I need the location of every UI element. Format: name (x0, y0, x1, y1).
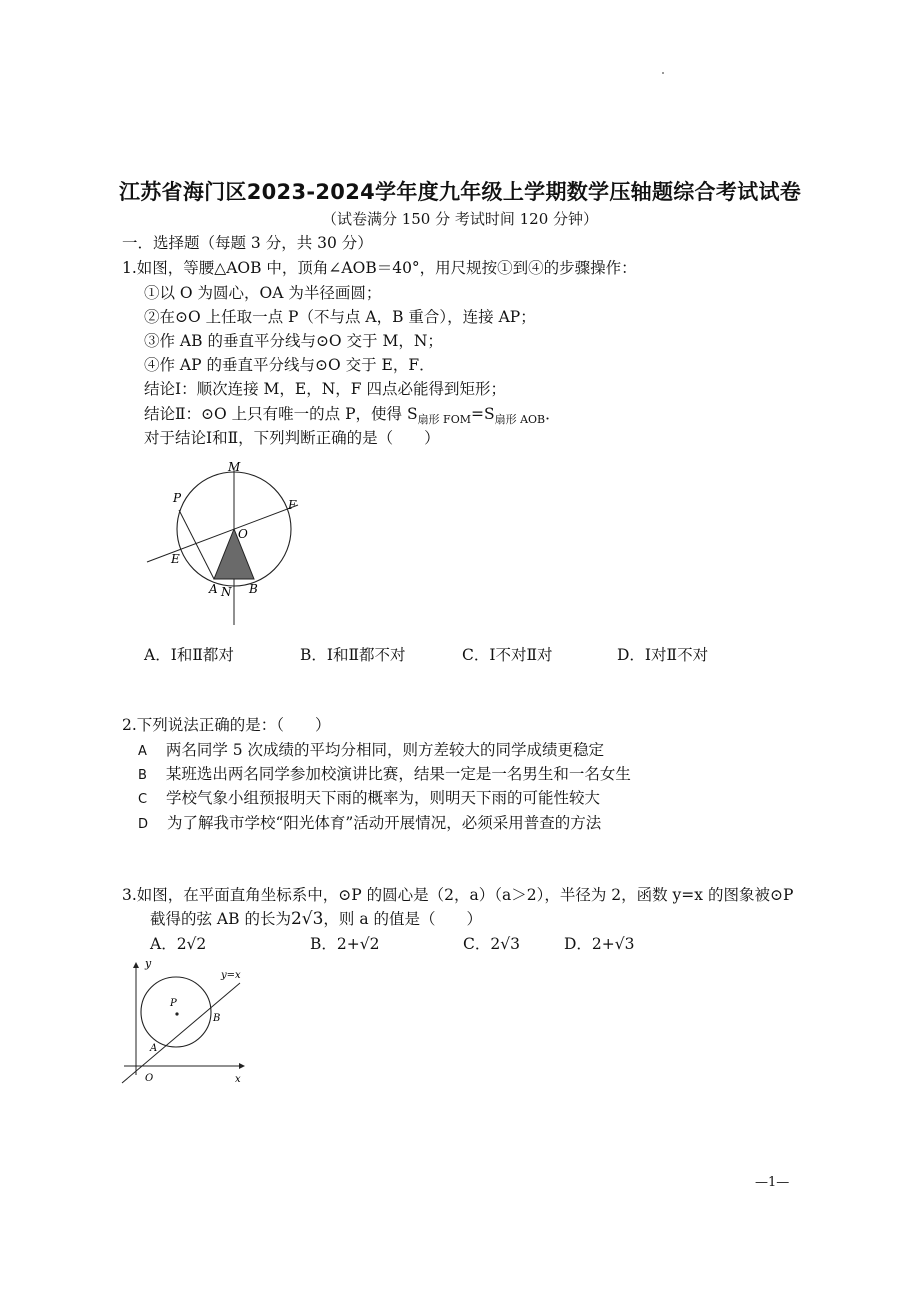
q1-conclusion-2-pre: 结论Ⅱ：⊙O 上只有唯一的点 P，使得 S (144, 405, 418, 423)
q1-step-4: ④作 AP 的垂直平分线与⊙O 交于 E，F． (144, 356, 435, 374)
triangle-aob (214, 529, 254, 579)
q3-stem-line-2 (150, 908, 482, 930)
label-o: O (238, 527, 248, 541)
q2-option-a[interactable] (138, 739, 604, 763)
label-f: F (288, 498, 297, 512)
chord-ap (179, 510, 214, 579)
q1-option-a[interactable]: A．Ⅰ和Ⅱ都对 (144, 646, 234, 664)
q2-option-d-text: 为了解我市学校“阳光体育”活动开展情况，必须采用普查的方法 (166, 814, 602, 832)
label-b: B (249, 582, 258, 596)
label-a: A (150, 1043, 158, 1054)
label-y-equals-x: y=x (221, 970, 241, 981)
q1-option-d[interactable]: D．Ⅰ对Ⅱ不对 (617, 646, 709, 664)
q1-step-3: ③作 AB 的垂直平分线与⊙O 交于 M，N； (144, 332, 443, 350)
q3-figure (118, 955, 258, 1090)
label-p: P (170, 998, 177, 1009)
label-n: N (221, 585, 232, 599)
page-title: 江苏省海门区2023-2024学年度九年级上学期数学压轴题综合考试试卷 (118, 180, 802, 204)
q3-option-b[interactable]: B．2+√2 (310, 935, 380, 953)
section-heading: 一．选择题（每题 3 分，共 30 分） (122, 234, 373, 252)
q1-conclusion-2-mid: =S (470, 405, 495, 423)
q3-option-a[interactable]: A．2√2 (150, 935, 207, 953)
q1-conclusion-2-end: ． (545, 405, 561, 423)
q2-option-d[interactable] (138, 812, 601, 836)
q2-option-b-text: 某班选出两名同学参加校演讲比赛，结果一定是一名男生和一名女生 (165, 765, 631, 783)
q1-conclusion-2-sub2: 扇形 AOB (494, 413, 546, 427)
page-number: —1— (755, 1175, 790, 1190)
q2-option-b[interactable] (138, 763, 631, 787)
q1-conclusion-2-sub1: 扇形 FOM (417, 413, 471, 427)
circle-p (141, 977, 211, 1047)
q2-stem: 2.下列说法正确的是：（ ） (122, 716, 331, 734)
q3-stem-post: ，则 a 的值是（ ） (323, 910, 483, 928)
q3-option-c[interactable]: C．2√3 (463, 935, 520, 953)
q1-step-1: ①以 O 为圆心，OA 为半径画圆； (144, 284, 382, 302)
q2-option-a-text: 两名同学 5 次成绩的平均分相同，则方差较大的同学成绩更稳定 (165, 741, 605, 759)
q2-option-a-letter: A (138, 744, 147, 759)
q1-step-2: ②在⊙O 上任取一点 P（不与点 A，B 重合），连接 AP； (144, 308, 536, 326)
label-p: P (173, 491, 182, 505)
q1-conclusion-1: 结论Ⅰ：顺次连接 M，E，N，F 四点必能得到矩形； (144, 380, 506, 398)
label-x: x (235, 1074, 241, 1085)
q3-option-d[interactable]: D．2+√3 (564, 935, 635, 953)
label-b: B (213, 1013, 221, 1024)
q1-stem: 1.如图，等腰△AOB 中，顶角∠AOB＝40°，用尺规按①到④的步骤操作： (122, 259, 637, 277)
center-p (175, 1012, 178, 1015)
q2-option-b-letter: B (138, 768, 147, 783)
q2-option-c-letter: C (138, 792, 148, 807)
q3-stem-math: 2√3 (290, 909, 324, 929)
line-ef (147, 505, 298, 562)
label-e: E (171, 552, 180, 566)
q1-option-b[interactable]: B．Ⅰ和Ⅱ都不对 (300, 646, 406, 664)
q3-stem-pre: 截得的弦 AB 的长为 (150, 910, 291, 928)
q1-figure (140, 455, 320, 630)
line-y-equals-x (122, 983, 240, 1083)
q2-option-c-text: 学校气象小组预报明天下雨的概率为，则明天下雨的可能性较大 (166, 789, 601, 807)
q2-option-d-letter: D (138, 817, 149, 832)
q3-stem-line-1: 3.如图，在平面直角坐标系中，⊙P 的圆心是（2，a）（a＞2），半径为 2，函数 y=x 的图象被⊙P (122, 886, 794, 904)
q1-ask: 对于结论Ⅰ和Ⅱ，下列判断正确的是（ ） (144, 429, 440, 447)
q1-option-c[interactable]: C．Ⅰ不对Ⅱ对 (462, 646, 553, 664)
label-y: y (145, 957, 152, 970)
stray-dot (662, 72, 664, 74)
q2-option-c[interactable] (138, 787, 600, 811)
label-a: A (209, 582, 218, 596)
page-subtitle: （试卷满分 150 分 考试时间 120 分钟） (321, 210, 599, 228)
label-o: O (145, 1073, 154, 1084)
label-m: M (228, 460, 241, 474)
